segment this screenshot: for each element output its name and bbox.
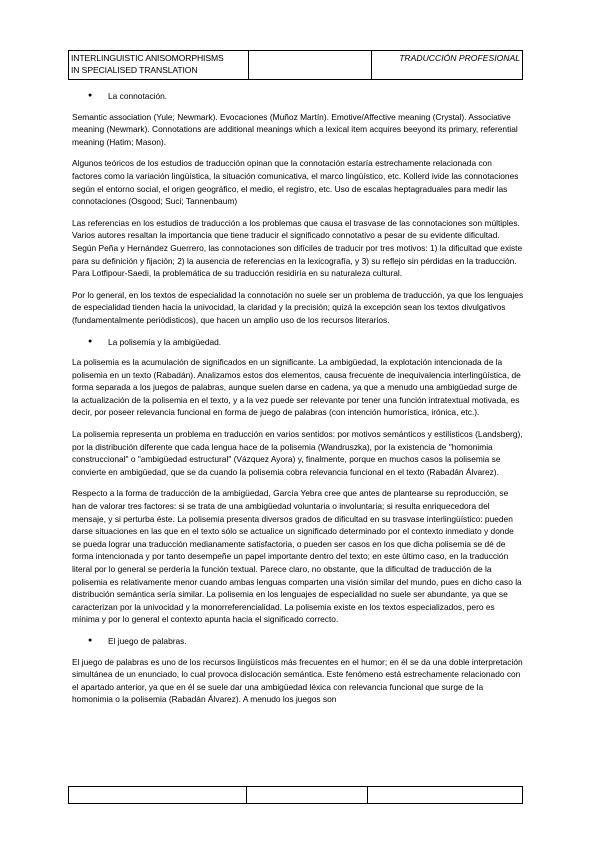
- paragraph: El juego de palabras es uno de los recursos lingüísticos más frecuentes en el humor; en él se da una doble interpretación simultánea de un enunciado, lo cual provoca dislocación semántica. Este fenómeno está estrechamente relacionado con el apartado anterior, ya que en él se suele dar una ambigüedad léxica con relevancia funcional que surge de la homonimia o la polisemia (Rabadán Álvarez). A menudo los juegos son: [72, 656, 523, 705]
- header-course-title: [69, 51, 249, 80]
- paragraph: La polisemia es la acumulación de significados en un significante. La ambigüedad, la explotación intencionada de la polisemia en un texto (Rabadán). Analizamos estos dos elementos, causa frecuente de inequivalencia interlingüística, de forma separada a los juegos de palabras, aunque suelen darse en cadena, ya que a menudo una ambigüedad surge de la actualización de la polisemia en el texto, y a la vez puede ser relevante por tener una función intratextual motivada, es decir, por poseer relevancia funcional en forma de juego de palabras (con intención humorística, irónica, etc.).: [72, 357, 521, 418]
- section-heading-text: La polisemia y la ambigüedad.: [108, 336, 222, 347]
- bullet-icon: ●: [88, 92, 93, 99]
- document-body: [72, 90, 524, 715]
- section-heading-wordplay: [72, 635, 524, 648]
- footer-cell-left: [69, 787, 247, 804]
- section-heading-polysemy: [72, 336, 524, 349]
- header-course-title-line1: INTERLINGUISTIC ANISOMORPHISMS: [71, 53, 224, 63]
- paragraph: Semantic association (Yule; Newmark). Evocaciones (Muñoz Martín). Emotive/Affective meaning (Crystal). Associative meaning (Newmark). Connotations are additional meanings which a lexical item acquires beeyond its primary, referential meaning (Hatim; Mason).: [72, 111, 518, 147]
- header-course-title-line2: IN SPECIALISED TRANSLATION: [71, 65, 198, 75]
- header-empty-cell: [249, 51, 372, 80]
- footer-cell-middle: [247, 787, 368, 804]
- document-header-table: [68, 50, 523, 80]
- section-heading-text: La connotación.: [108, 91, 168, 101]
- section-heading-text: El juego de palabras.: [108, 635, 187, 646]
- paragraph: Por lo general, en los textos de especialidad la connotación no suele ser un problema de traducción, ya que los lenguajes de especialidad tienden hacia la univocidad, la claridad y la precisión; quizá la excepción sean los textos divulgativos (fundamentalmente periódisticos), que hacen un amplio uso de los recursos literarios.: [72, 289, 524, 325]
- bullet-icon: ●: [88, 636, 93, 644]
- paragraph: La polisemia representa un problema en traducción en varios sentidos: por motivos semánticos y estilísticos (Landsberg), por la distribución diferente que cada lengua hace de la polisemia (Wandruszka), por la existencia de "homonimia construccional" o "ambigüedad estructural" (Vázquez Ayora) y, finalmente, porque en muchos casos la polisemia se convierte en ambigüedad, que se da cuando la polisemia cobra relevancia funcional en el texto (Rabadán Álvarez).: [72, 429, 523, 477]
- header-subject: TRADUCCIÓN PROFESIONAL: [372, 51, 523, 80]
- section-heading-connotation: [72, 90, 524, 103]
- bullet-icon: ●: [88, 337, 93, 345]
- document-footer-table: [68, 786, 523, 804]
- paragraph: Las referencias en los estudios de traducción a los problemas que causa el trasvase de las connotaciones son múltiples. Varios autores resaltan la importancia que tiene traducir el significado connotativo a pesar de su evidente dificultad. Según Peña y Hernández Guerrero, las connotaciones son difíciles de traducir por tres motivos: 1) la dificultad que existe para su definición y fijación; 2) la ausencia de referencias en la lexicografía, y 3) su reflejo sin pérdidas en la traducción. Para Lotfipour-Saedi, la problemática de su traducción residiría en su naturaleza cultural.: [72, 217, 523, 279]
- paragraph: Algunos teóricos de los estudios de traducción opinan que la connotación estaría estrechamente relacionada con factores como la variación lingüística, la situación comunicativa, el marco lingüístico, etc. Kollerd ivide las connotaciones según el entorno social, el origen geográfico, el medio, el registro, etc. Uso de escalas heptagraduales para medir las connotaciones (Osgood; Suci; Tannenbaum): [72, 158, 519, 207]
- paragraph: Respecto a la forma de traducción de la ambigüedad, García Yebra cree que antes de plantearse su reproducción, se han de valorar tres factores: si se trata de una ambigüedad voluntaria o involuntaria; si resulta enriquecedora del mensaje, y si perturba éste. La polisemia presenta diversos grados de dificultad en su trasvase interlingüístico: pueden darse situaciones en las que en el texto sólo se actualice un significado determinado por el contexto inmediato y donde se pueda lograr una traducción medianamente satisfactoria, o pueden ser casos en los que dicha polisemia se dé de forma intencionada y por tanto desempeñe un papel importante dentro del texto; en este último caso, en la traducción literal por lo general se perdería la función textual. Parece claro, no obstante, que la dificultad de traducción de la polisemia es relativamente menor cuando ambas lenguas comparten una visión similar del mundo, pues en dicho caso la distribución semántica sería similar. La polisemia en los lenguajes de especialidad no suele ser abundante, ya que se caracterizan por la univocidad y la monorreferencialidad. La polisemia existe en los textos especializados, pero es mínima y por lo general el contexto apunta hacia el significado correcto.: [72, 488, 522, 625]
- footer-cell-right: [368, 787, 523, 804]
